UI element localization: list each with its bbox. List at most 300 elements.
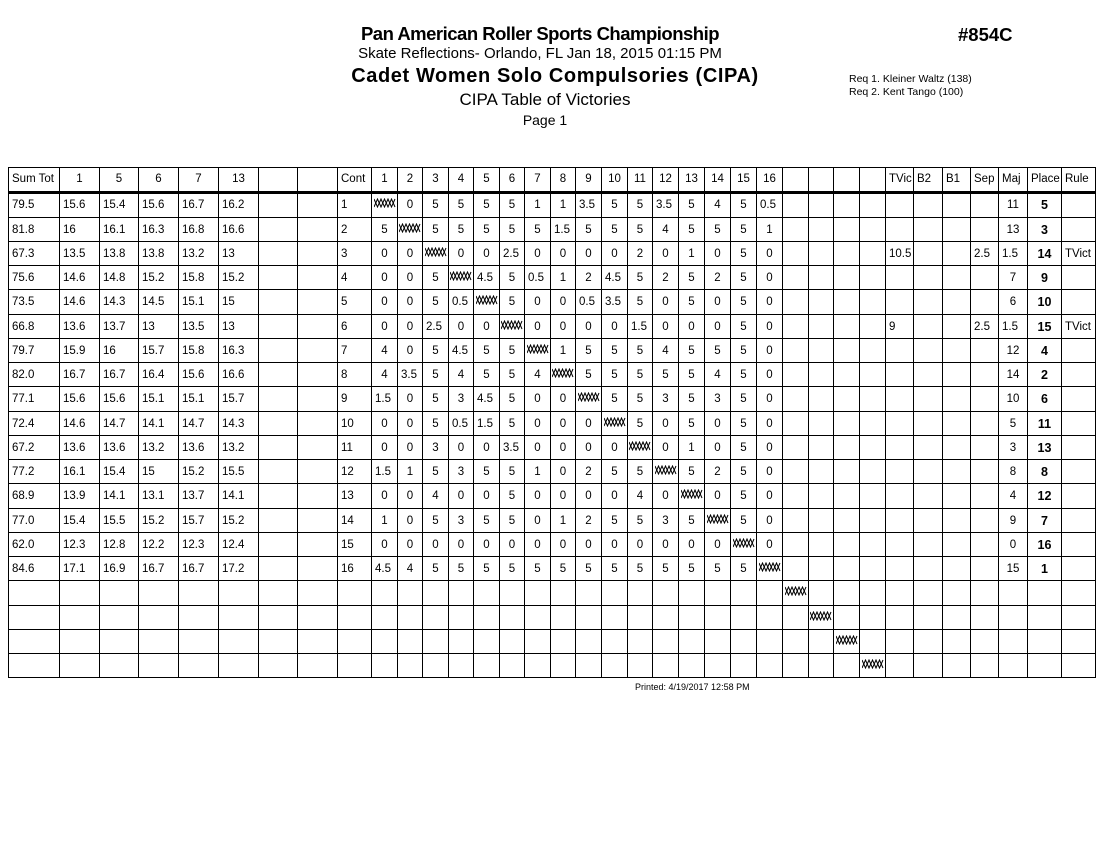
victory-cell: 0 xyxy=(714,539,721,551)
column-header: 11 xyxy=(634,173,646,185)
majority-cell: 1.5 xyxy=(1002,321,1018,333)
victory-cell: 3 xyxy=(662,393,669,405)
self-comparison-cell xyxy=(602,412,627,435)
judge-score-cell: 16.4 xyxy=(142,369,165,381)
judge-score-cell: 15.1 xyxy=(142,393,165,405)
contestant-number-cell: 3 xyxy=(341,248,348,260)
majority-cell: 3 xyxy=(1009,442,1017,454)
judge-score-cell: 13.7 xyxy=(103,321,126,333)
victory-cell: 0 xyxy=(406,248,414,260)
majority-cell: 13 xyxy=(1006,224,1020,236)
judge-score-cell: 16.3 xyxy=(142,224,165,236)
victory-cell: 0 xyxy=(611,490,618,502)
victory-cell: 0 xyxy=(381,248,388,260)
judge-score-cell: 15.2 xyxy=(142,515,165,527)
place-cell: 1 xyxy=(1041,562,1048,576)
victory-cell: 5 xyxy=(740,296,747,308)
diagonal-marker-icon xyxy=(476,290,498,314)
judge-score-cell: 12.3 xyxy=(182,539,205,551)
victory-cell: 0 xyxy=(766,369,773,381)
victory-cell: 5 xyxy=(508,345,516,357)
b1-cell xyxy=(943,387,970,411)
majority-cell: 10 xyxy=(1006,393,1020,405)
victory-cell: 5 xyxy=(636,345,644,357)
victory-cell: 5 xyxy=(534,224,541,236)
contestant-number-cell: 5 xyxy=(341,296,348,308)
victory-cell: 5 xyxy=(714,224,721,236)
judge-score-cell: 14.3 xyxy=(222,418,245,430)
victory-cell: 0.5 xyxy=(528,272,544,284)
sep-cell: 2.5 xyxy=(974,248,990,260)
sum-total-cell: 81.8 xyxy=(12,224,35,236)
victory-cell: 0 xyxy=(766,248,773,260)
sep-cell xyxy=(971,533,998,556)
judge-score-cell: 15.7 xyxy=(222,393,245,405)
grid-vline xyxy=(833,167,834,678)
victory-cell: 0 xyxy=(457,490,465,502)
judge-score-cell: 15.5 xyxy=(222,466,245,478)
sep-cell xyxy=(971,509,998,532)
tvic-cell xyxy=(886,339,913,362)
victory-cell: 5 xyxy=(483,345,490,357)
rule-cell xyxy=(1062,412,1095,435)
majority-cell: 5 xyxy=(1009,418,1017,430)
column-header: 14 xyxy=(711,173,724,185)
victory-cell: 0 xyxy=(534,490,541,502)
victory-cell: 5 xyxy=(432,369,439,381)
judge-score-cell: 13.9 xyxy=(63,490,86,502)
majority-cell: 0 xyxy=(1009,539,1017,551)
judge-score-cell: 17.2 xyxy=(222,563,245,575)
victory-cell: 5 xyxy=(611,515,618,527)
sum-total-cell: 77.0 xyxy=(12,515,35,527)
printed-timestamp: Printed: 4/19/2017 12:58 PM xyxy=(635,682,750,692)
victory-cell: 1.5 xyxy=(554,224,570,236)
grid-vline xyxy=(808,167,809,678)
victory-cell: 0 xyxy=(662,442,669,454)
judge-score-cell: 12.4 xyxy=(222,539,245,551)
victory-cell: 2 xyxy=(585,466,592,478)
victory-cell: 4.5 xyxy=(605,272,621,284)
rule-cell xyxy=(1062,509,1095,532)
contestant-number-cell: 8 xyxy=(341,369,348,381)
contestant-number-cell: 9 xyxy=(341,393,348,405)
b2-cell xyxy=(914,266,942,289)
judge-score-cell: 16 xyxy=(103,345,116,357)
victory-cell: 5 xyxy=(508,224,516,236)
victory-cell: 2 xyxy=(585,515,592,527)
place-cell: 11 xyxy=(1037,417,1052,431)
victory-cell: 0 xyxy=(381,296,388,308)
self-comparison-cell xyxy=(551,363,575,386)
contestant-number-cell: 6 xyxy=(341,321,348,333)
judge-score-cell: 14.8 xyxy=(103,272,126,284)
victory-cell: 0 xyxy=(585,442,592,454)
b2-cell xyxy=(914,533,942,556)
b2-cell xyxy=(914,290,942,314)
victory-cell: 3.5 xyxy=(401,369,417,381)
victory-cell: 0 xyxy=(483,490,490,502)
victory-cell: 0 xyxy=(559,539,567,551)
victory-cell: 5 xyxy=(611,199,618,211)
event-number: #854C xyxy=(958,24,1013,45)
judge-score-cell: 16.1 xyxy=(103,224,126,236)
victory-cell: 5 xyxy=(483,369,490,381)
rule-cell xyxy=(1062,557,1095,580)
victory-cell: 0 xyxy=(406,490,414,502)
judge-score-cell: 13.6 xyxy=(182,442,205,454)
victory-cell: 0 xyxy=(662,321,669,333)
judge-score-cell: 14.1 xyxy=(103,490,126,502)
b1-cell xyxy=(943,266,970,289)
sep-cell xyxy=(971,339,998,362)
b2-cell xyxy=(914,509,942,532)
column-header: Sum Tot xyxy=(12,173,54,185)
majority-cell: 9 xyxy=(1009,515,1017,527)
judge-score-cell: 13 xyxy=(142,321,155,333)
b2-cell xyxy=(914,387,942,411)
judge-score-cell: 13.2 xyxy=(182,248,205,260)
majority-cell: 7 xyxy=(1009,272,1017,284)
victory-cell: 5 xyxy=(688,345,695,357)
victory-cell: 5 xyxy=(585,369,592,381)
grid-hline xyxy=(8,653,1096,654)
victory-cell: 0 xyxy=(406,272,414,284)
judge-score-cell: 15.2 xyxy=(222,272,245,284)
victory-cell: 4 xyxy=(457,369,465,381)
majority-cell: 6 xyxy=(1009,296,1017,308)
victory-cell: 4 xyxy=(714,199,721,211)
b1-cell xyxy=(943,436,970,459)
victory-cell: 5 xyxy=(688,296,695,308)
victory-cell: 1 xyxy=(534,466,541,478)
victory-cell: 0 xyxy=(766,418,773,430)
victory-cell: 2.5 xyxy=(503,248,519,260)
victory-cell: 5 xyxy=(483,515,490,527)
victory-cell: 0 xyxy=(714,248,721,260)
victory-cell: 5 xyxy=(611,345,618,357)
rule-cell xyxy=(1062,387,1095,411)
event-name: Cadet Women Solo Compulsories (CIPA) xyxy=(351,65,759,87)
sum-total-cell: 72.4 xyxy=(12,418,35,430)
victory-cell: 0 xyxy=(406,345,414,357)
rule-cell xyxy=(1062,533,1095,556)
diagonal-marker-icon xyxy=(707,509,729,532)
diagonal-marker-icon xyxy=(552,363,574,386)
column-header: 6 xyxy=(508,173,516,185)
victory-cell: 0.5 xyxy=(452,418,468,430)
victory-cell: 0 xyxy=(766,345,773,357)
tvic-cell xyxy=(886,509,913,532)
victory-cell: 0 xyxy=(534,442,541,454)
diagonal-marker-icon xyxy=(655,460,677,483)
b1-cell xyxy=(943,557,970,580)
b2-cell xyxy=(914,193,942,217)
contestant-number-cell: 7 xyxy=(341,345,348,357)
victory-cell: 0 xyxy=(611,248,618,260)
victory-cell: 0 xyxy=(766,272,773,284)
victory-cell: 4 xyxy=(406,563,414,575)
judge-score-cell: 16.2 xyxy=(222,199,245,211)
judge-score-cell: 14.6 xyxy=(63,296,86,308)
judge-score-cell: 16.7 xyxy=(103,369,126,381)
victory-cell: 0 xyxy=(559,466,567,478)
victory-cell: 5 xyxy=(611,224,618,236)
self-comparison-cell xyxy=(474,290,499,314)
judge-score-cell: 16.7 xyxy=(182,199,205,211)
b1-cell xyxy=(943,218,970,241)
sum-total-cell: 82.0 xyxy=(12,369,35,381)
judge-score-cell: 13.1 xyxy=(142,490,165,502)
judge-score-cell: 13 xyxy=(222,321,235,333)
contestant-number-cell: 14 xyxy=(341,515,354,527)
victory-cell: 1.5 xyxy=(477,418,493,430)
victory-cell: 3 xyxy=(662,515,669,527)
victory-cell: 0 xyxy=(766,466,773,478)
victory-cell: 4 xyxy=(432,490,439,502)
self-comparison-cell xyxy=(731,533,756,556)
victory-cell: 0 xyxy=(534,321,541,333)
diagonal-marker-icon xyxy=(733,533,755,556)
victory-cell: 0 xyxy=(406,442,414,454)
b2-cell xyxy=(914,460,942,483)
victory-cell: 5 xyxy=(688,418,695,430)
victory-cell: 3 xyxy=(457,466,465,478)
victory-cell: 5 xyxy=(508,393,516,405)
victory-cell: 5 xyxy=(508,369,516,381)
diagonal-marker-icon xyxy=(759,557,781,580)
victory-cell: 4.5 xyxy=(452,345,468,357)
diagonal-marker-icon xyxy=(425,242,447,265)
self-comparison-cell xyxy=(653,460,678,483)
contestant-number-cell: 15 xyxy=(341,539,354,551)
tvic-cell xyxy=(886,387,913,411)
victory-cell: 5 xyxy=(432,466,439,478)
tvic-cell: 9 xyxy=(889,321,896,333)
victory-cell: 4 xyxy=(381,345,388,357)
victory-cell: 5 xyxy=(636,296,644,308)
victory-cell: 0 xyxy=(585,248,592,260)
victory-cell: 0 xyxy=(406,321,414,333)
victory-cell: 0 xyxy=(483,539,490,551)
judge-score-cell: 15.4 xyxy=(103,199,126,211)
majority-cell: 15 xyxy=(1006,563,1020,575)
victory-cell: 0 xyxy=(662,539,669,551)
victory-cell: 5 xyxy=(740,199,747,211)
contestant-number-cell: 10 xyxy=(341,418,354,430)
judge-score-cell: 15.2 xyxy=(222,515,245,527)
diagonal-marker-icon xyxy=(450,266,472,289)
tvic-cell xyxy=(886,436,913,459)
self-comparison-cell xyxy=(500,315,524,338)
self-comparison-cell xyxy=(679,484,704,508)
sep-cell xyxy=(971,266,998,289)
victory-cell: 0 xyxy=(534,393,541,405)
victory-cell: 0 xyxy=(381,272,388,284)
b1-cell xyxy=(943,533,970,556)
sum-total-cell: 66.8 xyxy=(12,321,35,333)
victory-cell: 5 xyxy=(688,369,695,381)
place-cell: 8 xyxy=(1041,465,1048,479)
self-comparison-cell xyxy=(628,436,652,459)
victory-cell: 5 xyxy=(611,393,618,405)
victory-cell: 5 xyxy=(508,490,516,502)
sum-total-cell: 67.2 xyxy=(12,442,35,454)
sep-cell xyxy=(971,387,998,411)
victory-cell: 0 xyxy=(766,442,773,454)
b1-cell xyxy=(943,193,970,217)
rule-cell xyxy=(1062,460,1095,483)
judge-score-cell: 15.7 xyxy=(182,515,205,527)
victory-cell: 0 xyxy=(766,321,773,333)
sep-cell xyxy=(971,290,998,314)
victory-cell: 0 xyxy=(714,490,721,502)
place-cell: 6 xyxy=(1041,392,1048,406)
b2-cell xyxy=(914,242,942,265)
victory-cell: 0 xyxy=(406,296,414,308)
victory-cell: 0 xyxy=(585,490,592,502)
victory-cell: 5 xyxy=(611,466,618,478)
event-title: Pan American Roller Sports Championship xyxy=(360,23,720,44)
victory-cell: 5 xyxy=(559,563,567,575)
victory-cell: 0 xyxy=(611,321,618,333)
judge-score-cell: 13.2 xyxy=(142,442,165,454)
rule-cell xyxy=(1062,218,1095,241)
victory-cell: 0 xyxy=(457,321,465,333)
judge-score-cell: 16.7 xyxy=(182,563,205,575)
victory-cell: 3 xyxy=(714,393,721,405)
self-comparison-cell xyxy=(372,193,397,217)
b2-cell xyxy=(914,412,942,435)
victory-cell: 5 xyxy=(432,199,439,211)
majority-cell: 8 xyxy=(1009,466,1017,478)
judge-score-cell: 15.8 xyxy=(182,345,205,357)
sum-total-cell: 84.6 xyxy=(12,563,35,575)
victory-cell: 2 xyxy=(662,272,669,284)
page-number: Page 1 xyxy=(522,112,568,128)
diagonal-marker-icon xyxy=(374,193,396,217)
judge-score-cell: 15 xyxy=(142,466,155,478)
judge-score-cell: 15.4 xyxy=(63,515,86,527)
sep-cell xyxy=(971,557,998,580)
victory-cell: 5 xyxy=(432,224,439,236)
judge-score-cell: 15.1 xyxy=(182,296,205,308)
tvic-cell xyxy=(886,460,913,483)
victory-cell: 2 xyxy=(585,272,592,284)
victory-cell: 0 xyxy=(559,442,567,454)
victory-cell: 0 xyxy=(406,539,414,551)
victory-cell: 5 xyxy=(740,466,747,478)
rule-cell xyxy=(1062,436,1095,459)
judge-score-cell: 16.7 xyxy=(63,369,86,381)
diagonal-marker-icon xyxy=(501,315,523,338)
self-comparison-cell xyxy=(423,242,448,265)
sum-total-cell: 79.5 xyxy=(12,199,35,211)
victory-cell: 5 xyxy=(636,224,644,236)
victory-cell: 5 xyxy=(508,515,516,527)
victory-cell: 0 xyxy=(662,296,669,308)
victory-cell: 5 xyxy=(714,563,721,575)
victory-cell: 0 xyxy=(688,321,695,333)
b1-cell xyxy=(943,242,970,265)
contestant-number-cell: 2 xyxy=(341,224,348,236)
place-cell: 5 xyxy=(1041,198,1048,212)
judge-score-cell: 16.9 xyxy=(103,563,126,575)
victory-cell: 0 xyxy=(688,539,695,551)
judge-score-cell: 13.5 xyxy=(63,248,86,260)
grid-vline xyxy=(297,167,298,678)
victory-cell: 5 xyxy=(636,466,644,478)
judge-score-cell: 12.3 xyxy=(63,539,86,551)
self-comparison-cell xyxy=(398,218,422,241)
column-header: 15 xyxy=(737,173,750,185)
self-comparison-cell xyxy=(834,630,859,653)
diagonal-marker-icon xyxy=(629,436,651,459)
judge-score-cell: 15.9 xyxy=(63,345,86,357)
victory-cell: 3 xyxy=(457,515,465,527)
grid-hline xyxy=(8,605,1096,606)
victory-cell: 5 xyxy=(432,393,439,405)
tvic-cell xyxy=(886,193,913,217)
place-cell: 4 xyxy=(1041,344,1048,358)
victory-cell: 0 xyxy=(483,442,490,454)
rule-cell xyxy=(1062,363,1095,386)
victory-cell: 0 xyxy=(714,321,721,333)
judge-score-cell: 13.8 xyxy=(103,248,126,260)
victory-cell: 1 xyxy=(688,442,695,454)
diagonal-marker-icon xyxy=(527,339,549,362)
column-header: Sep xyxy=(974,173,995,185)
place-cell: 14 xyxy=(1037,247,1052,261)
place-cell: 9 xyxy=(1041,271,1048,285)
victory-cell: 5 xyxy=(636,393,644,405)
victory-cell: 0 xyxy=(381,418,388,430)
judge-score-cell: 15.6 xyxy=(182,369,205,381)
diagonal-marker-icon xyxy=(681,484,703,508)
judge-score-cell: 15.1 xyxy=(182,393,205,405)
judge-score-cell: 13 xyxy=(222,248,235,260)
victory-cell: 0 xyxy=(559,321,567,333)
victory-cell: 3 xyxy=(432,442,439,454)
judge-score-cell: 15 xyxy=(222,296,235,308)
grid-vline xyxy=(258,167,259,678)
grid-vline xyxy=(859,167,860,678)
judge-score-cell: 15.6 xyxy=(63,393,86,405)
rule-cell xyxy=(1062,290,1095,314)
column-header: B2 xyxy=(917,173,932,185)
judge-score-cell: 13.6 xyxy=(63,321,86,333)
victory-cell: 5 xyxy=(688,563,695,575)
victory-cell: 1 xyxy=(559,199,567,211)
rule-cell xyxy=(1062,266,1095,289)
judge-score-cell: 14.1 xyxy=(222,490,245,502)
sep-cell xyxy=(971,363,998,386)
sum-total-cell: 67.3 xyxy=(12,248,35,260)
judge-score-cell: 14.5 xyxy=(142,296,165,308)
victory-cell: 5 xyxy=(740,272,747,284)
victory-cell: 0 xyxy=(636,539,644,551)
column-header: Cont xyxy=(341,173,366,185)
victory-cell: 5 xyxy=(381,224,388,236)
judge-score-cell: 16.1 xyxy=(63,466,86,478)
judge-score-cell: 14.6 xyxy=(63,272,86,284)
column-header: 7 xyxy=(195,173,202,185)
victory-cell: 5 xyxy=(740,345,747,357)
victory-cell: 0 xyxy=(585,321,592,333)
tvic-cell xyxy=(886,218,913,241)
self-comparison-cell xyxy=(860,654,885,677)
place-cell: 13 xyxy=(1037,441,1052,455)
